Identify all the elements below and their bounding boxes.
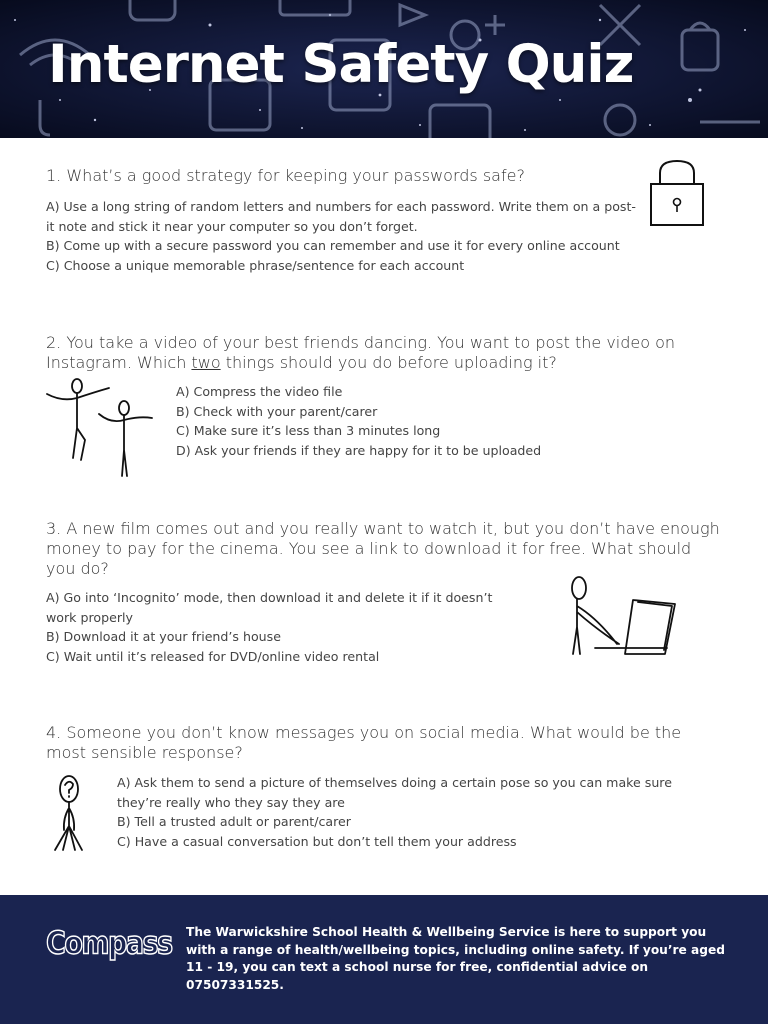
question-3-text [46, 519, 724, 579]
question-2-options [176, 382, 696, 460]
question-text: Someone you don’t know messages you on social media. What would be the most sensible response? [46, 723, 682, 762]
answer-option: A) Use a long string of random letters and numbers for each password. Write them on a post-it note and stick it near your computer so you don’t forget. [46, 199, 636, 234]
question-2 [46, 333, 724, 373]
answer-option: B) Tell a trusted adult or parent/carer [117, 814, 351, 829]
dancing-friends-icon [44, 374, 160, 482]
question-1 [46, 166, 724, 275]
answer-option: C) Wait until it’s released for DVD/online video rental [46, 648, 380, 664]
question-4 [46, 723, 724, 763]
answer-option: D) Ask your friends if they are happy for it to be uploaded [176, 442, 542, 458]
answer-option: A) Go into ‘Incognito’ mode, then download it and delete it if it doesn’t work properly [46, 590, 493, 625]
question-text: You take a video of your best friends dancing. You want to post the video on Instagram. Which [46, 333, 676, 372]
question-text: things should you do before uploading it? [220, 353, 557, 372]
question-number: 3. [46, 519, 62, 538]
answer-option: C) Make sure it’s less than 3 minutes long [176, 423, 441, 438]
answer-option: B) Download it at your friend’s house [46, 629, 281, 644]
person-at-laptop-icon [563, 572, 681, 658]
question-3-options [46, 588, 526, 666]
footer-text: The Warwickshire School Health & Wellbeing Service is here to support you with a range of health/wellbeing topics, including online safety. If you’re aged 11 - 19, you can text a school nurse for free, confidential advice on 07507331525. [186, 925, 725, 992]
answer-option: A) Compress the video file [176, 384, 343, 399]
question-text: A new film comes out and you really want to watch it, but you don’t have enough money to pay for the cinema. You see a link to download it for free. What should you do? [46, 519, 720, 578]
answer-option: B) Check with your parent/carer [176, 403, 378, 419]
answer-option: B) Come up with a secure password you can remember and use it for every online account [46, 238, 620, 253]
question-1-options [46, 197, 636, 275]
question-1-text [46, 166, 724, 186]
question-number: 1. [46, 166, 62, 185]
answer-option: C) Choose a unique memorable phrase/sentence for each account [46, 257, 465, 273]
question-4-text [46, 723, 724, 763]
answer-option: C) Have a casual conversation but don’t tell them your address [117, 833, 517, 849]
header-banner [0, 0, 768, 138]
question-2-text [46, 333, 724, 373]
question-text: What’s a good strategy for keeping your passwords safe? [66, 166, 525, 185]
page-title: Internet Safety Quiz [48, 34, 634, 95]
answer-option: A) Ask them to send a picture of themselves doing a certain pose so you can make sure they’re really who they say they are [117, 775, 672, 810]
compass-logo: Compass [46, 925, 172, 962]
question-4-options [117, 773, 717, 851]
questioning-person-icon [46, 772, 96, 858]
question-number: 2. [46, 333, 62, 352]
question-number: 4. [46, 723, 62, 742]
question-text-emphasis: two [191, 353, 221, 372]
padlock-icon [646, 157, 708, 229]
